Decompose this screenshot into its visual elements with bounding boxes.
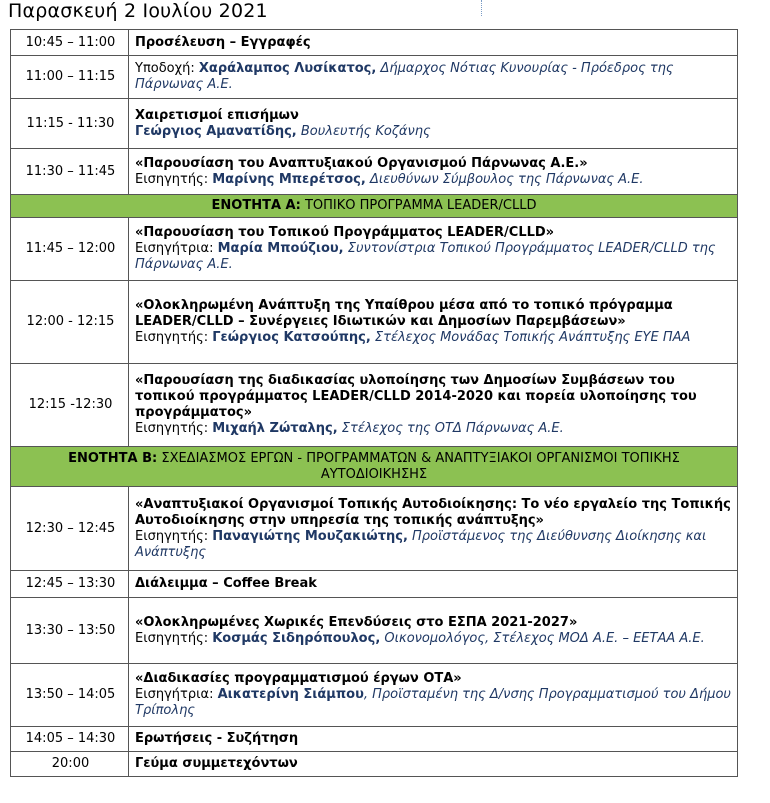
table-row bbox=[11, 727, 738, 752]
table-row bbox=[11, 664, 738, 727]
session-title: Διάλειμμα – Coffee Break bbox=[135, 576, 317, 591]
speaker-label: Εισηγήτρια: bbox=[135, 687, 218, 702]
session-cell bbox=[129, 364, 738, 447]
section-cell bbox=[11, 195, 738, 218]
section-text: ΤΟΠΙΚΟ ΠΡΟΓΡΑΜΜΑ LEADER/CLLD bbox=[300, 198, 537, 213]
table-row bbox=[11, 99, 738, 149]
speaker-name: Μαρίνης Μπερέτσος, bbox=[212, 171, 366, 187]
session-cell bbox=[129, 727, 738, 752]
session-cell bbox=[129, 752, 738, 777]
section-header-a bbox=[11, 195, 738, 218]
session-cell bbox=[129, 487, 738, 571]
speaker-label: Εισηγήτρια: bbox=[135, 241, 218, 256]
section-header-b bbox=[11, 447, 738, 487]
time-cell: 11:15 - 11:30 bbox=[11, 99, 129, 149]
session-cell bbox=[129, 218, 738, 281]
table-row bbox=[11, 364, 738, 447]
speaker-label: Εισηγητής: bbox=[135, 630, 213, 646]
speaker-role: Στέλεχος Μονάδας Τοπικής Ανάπτυξης ΕΥΕ ΠΑΑ bbox=[370, 330, 691, 345]
speaker-name: Μιχαήλ Ζώταλης, bbox=[212, 421, 338, 436]
session-title: «Παρουσίαση του Τοπικού Προγράμματος LEADER/CLLD» bbox=[135, 225, 555, 240]
speaker-name: Αικατερίνη Σιάμπου bbox=[217, 687, 364, 702]
time-cell: 12:30 – 12:45 bbox=[11, 487, 129, 571]
speaker-role: Διευθύνων Σύμβουλος της Πάρνωνας Α.Ε. bbox=[365, 171, 644, 187]
section-label: ΕΝΟΤΗΤΑ Α: bbox=[211, 198, 301, 213]
speaker-name: Γεώργιος Κατσούπης, bbox=[212, 330, 371, 345]
page-title: Παρασκευή 2 Ιουλίου 2021 bbox=[8, 0, 268, 22]
table-row bbox=[11, 30, 738, 56]
table-row bbox=[11, 56, 738, 99]
session-title: «Αναπτυξιακοί Οργανισμοί Τοπικής Αυτοδιοίκησης: Το νέο εργαλείο της Τοπικής Αυτοδιοίκησης στην υπηρεσία της τοπικής ανάπτυξης» bbox=[135, 496, 731, 528]
time-cell: 12:15 -12:30 bbox=[11, 364, 129, 447]
session-title: «Διαδικασίες προγραμματισμού έργων ΟΤΑ» bbox=[135, 671, 462, 686]
session-cell bbox=[129, 598, 738, 664]
session-title: «Ολοκληρωμένη Ανάπτυξη της Υπαίθρου μέσα από το τοπικό πρόγραμμα LEADER/CLLD – Συνέργειες Ιδιωτικών και Δημοσίων Παρεμβάσεων» bbox=[135, 298, 673, 329]
session-cell bbox=[129, 664, 738, 727]
time-cell: 12:00 - 12:15 bbox=[11, 281, 129, 364]
time-cell: 12:45 – 13:30 bbox=[11, 571, 129, 598]
session-title: «Παρουσίαση της διαδικασίας υλοποίησης των Δημοσίων Συμβάσεων του τοπικού προγράμματος LEADER/CLLD 2014-2020 και πορεία υλοποίησης του προγράμματος» bbox=[135, 373, 697, 420]
speaker-role: Δήμαρχος Νότιας Κυνουρίας - Πρόεδρος της Πάρνωνας Α.Ε. bbox=[135, 61, 674, 92]
session-title: Χαιρετισμοί επισήμων bbox=[135, 107, 299, 123]
page-margin-guide bbox=[481, 0, 482, 16]
session-title: «Ολοκληρωμένες Χωρικές Επενδύσεις στο ΕΣΠΑ 2021-2027» bbox=[135, 614, 578, 630]
session-title: Γεύμα συμμετεχόντων bbox=[135, 756, 298, 771]
session-cell bbox=[129, 99, 738, 149]
time-cell: 11:00 – 11:15 bbox=[11, 56, 129, 99]
time-cell: 13:50 – 14:05 bbox=[11, 664, 129, 727]
speaker-role: , Προϊσταμένη της Δ/νσης Προγραμματισμού του Δήμου Τρίπολης bbox=[135, 687, 731, 718]
speaker-name: Παναγιώτης Μουζακιώτης, bbox=[212, 528, 408, 544]
speaker-label: Εισηγητής: bbox=[135, 421, 213, 436]
table-row bbox=[11, 281, 738, 364]
speaker-label: Εισηγητής: bbox=[135, 171, 213, 187]
table-row bbox=[11, 149, 738, 195]
time-cell: 10:45 – 11:00 bbox=[11, 30, 129, 56]
section-cell bbox=[11, 447, 738, 487]
table-row bbox=[11, 218, 738, 281]
session-cell bbox=[129, 30, 738, 56]
time-cell: 11:45 – 12:00 bbox=[11, 218, 129, 281]
speaker-label: Υποδοχή: bbox=[135, 61, 199, 76]
table-row bbox=[11, 752, 738, 777]
speaker-role: Στέλεχος της ΟΤΔ Πάρνωνας Α.Ε. bbox=[337, 421, 564, 436]
speaker-role: Βουλευτής Κοζάνης bbox=[296, 123, 431, 139]
speaker-role: Προϊστάμενος της Διεύθυνσης Διοίκησης και Ανάπτυξης bbox=[135, 528, 707, 560]
session-cell bbox=[129, 149, 738, 195]
table-row bbox=[11, 487, 738, 571]
time-cell: 13:30 – 13:50 bbox=[11, 598, 129, 664]
session-cell bbox=[129, 571, 738, 598]
section-text: ΣΧΕΔΙΑΣΜΟΣ ΕΡΓΩΝ - ΠΡΟΓΡΑΜΜΑΤΩΝ & ΑΝΑΠΤΥΞΙΑΚΟΙ ΟΡΓΑΝΙΣΜΟΙ ΤΟΠΙΚΗΣ ΑΥΤΟΔΙΟΙΚΗΣΗΣ bbox=[157, 450, 680, 482]
session-cell bbox=[129, 281, 738, 364]
speaker-name: Χαράλαμπος Λυσίκατος, bbox=[198, 61, 377, 76]
program-table bbox=[10, 29, 738, 777]
speaker-name: Μαρία Μπούζιου, bbox=[217, 241, 344, 256]
table-row bbox=[11, 598, 738, 664]
speaker-role: Συντονίστρια Τοπικού Προγράμματος LEADER/CLLD της Πάρνωνας Α.Ε. bbox=[135, 241, 716, 272]
table-row bbox=[11, 571, 738, 598]
time-cell: 11:30 – 11:45 bbox=[11, 149, 129, 195]
time-cell: 14:05 – 14:30 bbox=[11, 727, 129, 752]
section-label: ΕΝΟΤΗΤΑ Β: bbox=[68, 450, 158, 466]
speaker-role: Οικονομολόγος, Στέλεχος ΜΟΔ Α.Ε. – ΕΕΤΑΑ Α.Ε. bbox=[380, 630, 705, 646]
session-title: Προσέλευση – Εγγραφές bbox=[135, 34, 311, 50]
session-cell bbox=[129, 56, 738, 99]
speaker-label: Εισηγητής: bbox=[135, 528, 213, 544]
speaker-name: Γεώργιος Αμανατίδης, bbox=[135, 123, 297, 139]
time-cell: 20:00 bbox=[11, 752, 129, 777]
speaker-name: Κοσμάς Σιδηρόπουλος, bbox=[212, 630, 381, 646]
session-title: «Παρουσίαση του Αναπτυξιακού Οργανισμού Πάρνωνας Α.Ε.» bbox=[135, 155, 588, 171]
speaker-label: Εισηγητής: bbox=[135, 330, 213, 345]
session-title: Ερωτήσεις - Συζήτηση bbox=[135, 731, 299, 746]
